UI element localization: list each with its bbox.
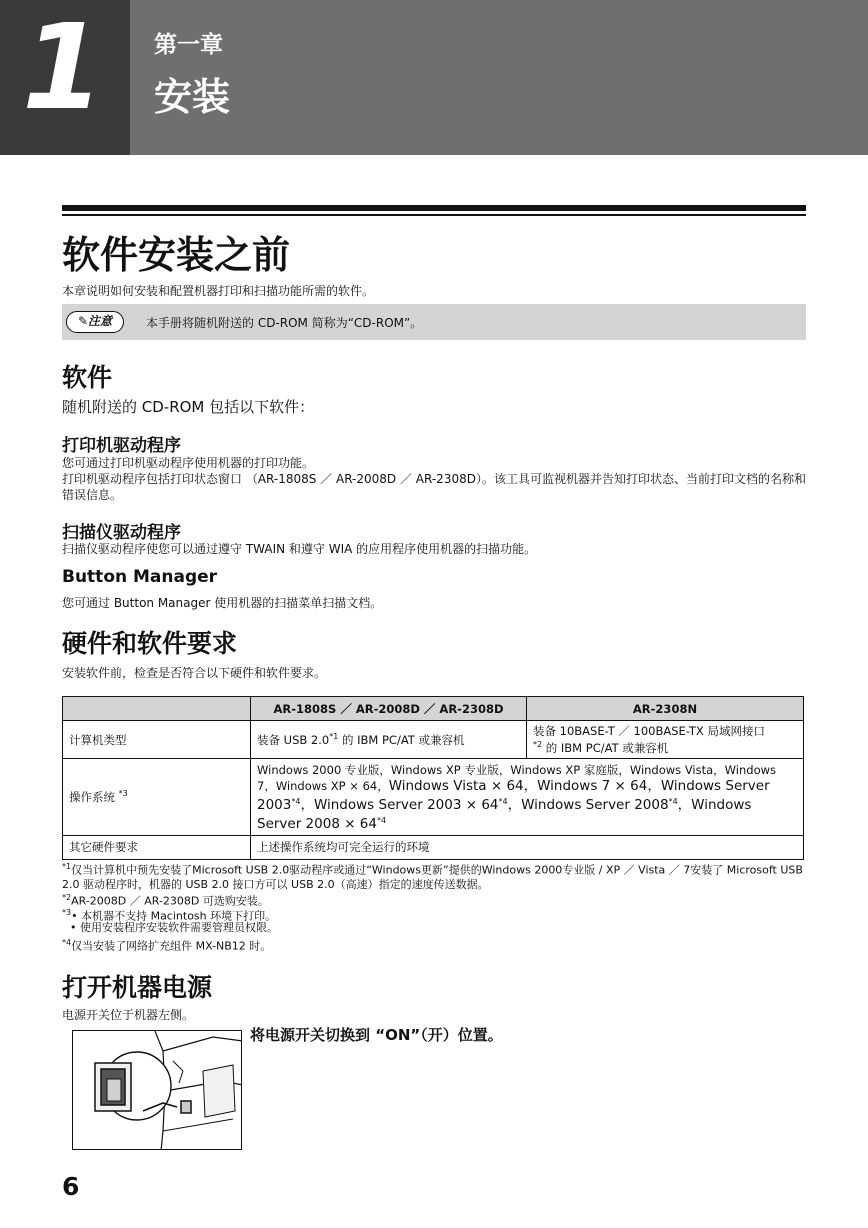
footnote-text: • 本机器不支持 Macintosh 环境下打印。 xyxy=(71,909,277,923)
section-intro: 本章说明如何安装和配置机器打印和扫描功能所需的软件。 xyxy=(62,284,375,298)
footnote-mark: *3 xyxy=(62,908,72,917)
cell-text: 的 IBM PC/AT 或兼容机 xyxy=(338,732,465,747)
chapter-number: 1 xyxy=(22,0,105,136)
table-cell-label: 其它硬件要求 xyxy=(63,835,251,859)
printer-driver-title: 打印机驱动程序 xyxy=(62,436,181,456)
table-header-cell: AR-2308N xyxy=(527,697,804,721)
cell-text: Windows Vista × 64，Windows 7 × 64，Windows Server 2003 xyxy=(257,778,770,813)
table-header-cell xyxy=(63,697,251,721)
power-switch-illustration xyxy=(72,1030,242,1150)
printer-driver-line1: 您可通过打印机驱动程序使用机器的打印功能。 xyxy=(62,456,315,470)
cell-text: ，Windows Server 2008 xyxy=(507,796,669,813)
power-instruction: 将电源开关切换到 “ON”（开）位置。 xyxy=(250,1026,503,1044)
table-header-row xyxy=(63,697,804,721)
button-manager-title: Button Manager xyxy=(62,567,218,587)
chapter-number-box xyxy=(0,0,130,155)
button-manager-line1: 您可通过 Button Manager 使用机器的扫描菜单扫描文档。 xyxy=(62,596,383,610)
requirements-table xyxy=(62,696,804,860)
power-intro: 电源开关位于机器左侧。 xyxy=(62,1008,195,1022)
footnote-mark: *4 xyxy=(62,938,72,947)
footnote-1 xyxy=(62,860,810,892)
requirements-intro: 安装软件前，检查是否符合以下硬件和软件要求。 xyxy=(62,666,327,680)
scanner-driver-title: 扫描仪驱动程序 xyxy=(62,523,181,543)
cell-text: ，Windows Server 2008 × 64 xyxy=(257,796,752,832)
footnote-text: AR-2008D ／ AR-2308D 可选购安装。 xyxy=(71,894,269,908)
footnote-mark: *1 xyxy=(62,862,72,871)
pencil-icon: ✎ xyxy=(77,314,89,328)
footnote-ref: *4 xyxy=(668,797,678,806)
footnote-ref: *2 xyxy=(533,739,543,749)
chapter-header xyxy=(0,0,868,155)
power-title: 打开机器电源 xyxy=(62,973,213,1002)
section-title: 软件安装之前 xyxy=(62,233,291,277)
cell-text: 操作系统 xyxy=(69,789,115,804)
note-badge-label: 注意 xyxy=(88,314,113,328)
section-rule-thin xyxy=(62,214,806,216)
cell-text: 装备 10BASE-T ／ 100BASE-TX 局域网接口 xyxy=(533,723,765,738)
footnote-ref: *1 xyxy=(329,731,339,741)
page-number: 6 xyxy=(62,1172,80,1201)
footnote-4 xyxy=(62,936,810,954)
table-cell xyxy=(251,721,527,759)
note-badge xyxy=(66,311,124,333)
note-text: 本手册将随机附送的 CD-ROM 简称为“CD-ROM”。 xyxy=(146,316,423,330)
section-rule-thick xyxy=(62,205,806,211)
scanner-driver-line1: 扫描仪驱动程序使您可以通过遵守 TWAIN 和遵守 WIA 的应用程序使用机器的扫描功能。 xyxy=(62,542,537,556)
note-bar xyxy=(62,304,806,340)
machine-side-illustration xyxy=(73,1031,242,1150)
chapter-title: 安装 xyxy=(154,75,231,119)
software-title: 软件 xyxy=(62,363,113,392)
cell-text: 装备 USB 2.0 xyxy=(257,732,330,747)
table-cell: 上述操作系统均可完全运行的环境 xyxy=(251,835,804,859)
footnote-3b: • 使用安装程序安装软件需要管理员权限。 xyxy=(70,921,278,934)
printer-driver-line2: 打印机驱动程序包括打印状态窗口 （AR-1808S ／ AR-2008D ／ AR-2308D）。该工具可监视机器并告知打印状态、当前打印文档的名称和错误信息。 xyxy=(62,472,806,502)
table-row xyxy=(63,759,804,836)
table-cell-label xyxy=(63,759,251,836)
table-cell-label: 计算机类型 xyxy=(63,721,251,759)
cell-text: Windows 2000 专业版，Windows XP 专业版，Windows XP 家庭版，Windows Vista，Windows 7，Windows XP × 64， xyxy=(257,763,777,793)
footnote-mark: *2 xyxy=(62,893,72,902)
table-row xyxy=(63,835,804,859)
cell-text: ，Windows Server 2003 × 64 xyxy=(300,796,499,813)
cell-text: 的 IBM PC/AT 或兼容机 xyxy=(542,740,669,755)
table-header-cell: AR-1808S ／ AR-2008D ／ AR-2308D xyxy=(251,697,527,721)
footnote-text: 仅当计算机中预先安装了Microsoft USB 2.0驱动程序或通过“Windows更新”提供的Windows 2000专业版 / XP ／ Vista ／ 7安装了 Microsoft USB 2.0 驱动程序时，机器的 USB 2.0 接口方可以 USB 2.0（高速）指定的速度传送数据。 xyxy=(62,863,803,891)
requirements-title: 硬件和软件要求 xyxy=(62,629,238,658)
table-row xyxy=(63,721,804,759)
footnote-text: 仅当安装了网络扩充组件 MX-NB12 时。 xyxy=(71,939,272,953)
table-cell xyxy=(527,721,804,759)
footnote-ref: *4 xyxy=(498,797,508,806)
footnote-ref: *4 xyxy=(377,815,387,825)
software-intro: 随机附送的 CD-ROM 包括以下软件： xyxy=(62,398,315,416)
footnote-ref: *4 xyxy=(291,797,301,806)
chapter-label: 第一章 xyxy=(154,32,223,58)
footnote-ref: *3 xyxy=(118,789,128,798)
table-cell xyxy=(251,759,804,836)
